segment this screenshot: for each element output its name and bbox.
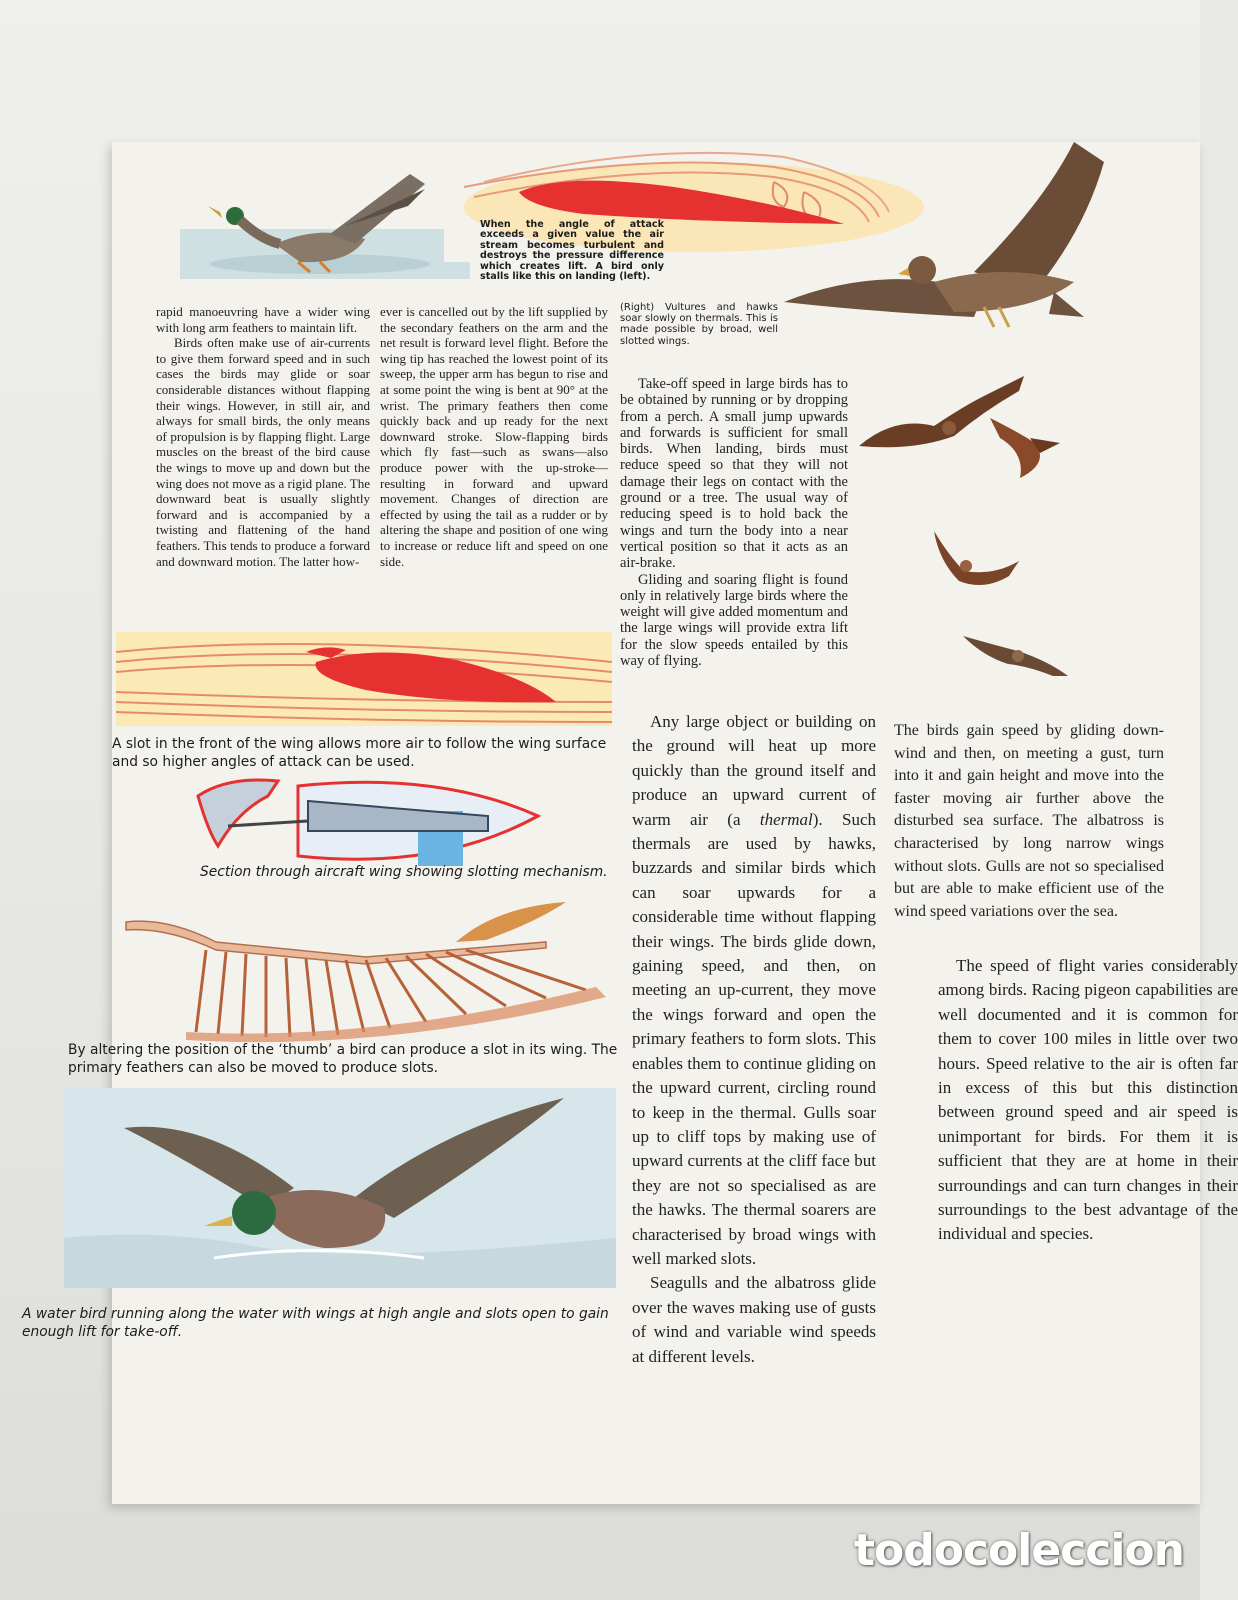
watermark-logo: todocoleccion: [853, 1525, 1184, 1576]
paragraph: Birds often make use of air-currents to give them forward speed and in such cases the birds may glide or soar considerable distances without flapping their wings. However, in still air, and always for small birds, the only means of propulsion is by flapping flight. Large muscles on the breast of the bird cause the wings to move up and down but the wing does not move as a rigid plane. The downward beat is usually slightly forward and is accompanied by a twisting and flattening of the hand feathers. This tends to produce a forward and downward motion. The latter how-: [156, 335, 370, 569]
slot-caption: A slot in the front of the wing allows more air to follow the wing surface and so higher angles of attack can be used.: [112, 736, 607, 770]
thumb-caption: By altering the position of the ‘thumb’ a bird can produce a slot in its wing. The primary feathers can also be moved to produce slots.: [68, 1042, 618, 1076]
small-hawk-3: [924, 526, 1034, 596]
text-column-1: [156, 304, 370, 569]
water-bird-takeoff-illustration: [64, 1088, 616, 1288]
paragraph: ever is cancelled out by the lift supplied by the secondary feathers on the arm and the net result is forward level flight. Before the wing tip has reached the lowest point of its sweep, the upper arm has begun to rise and at some point the wing is bent at 90° at the wrist. The primary feathers then come quickly back and up ready for the next downward stroke. Slow-flapping birds which fly fast—such as swans—also produce power with the up-stroke—resulting in forward and upward movement. Changes of direction are effected by using the tail as a rudder or by altering the shape and position of one wing to increase or reduce lift and speed on one side.: [380, 304, 608, 569]
wing-slot-airflow-diagram: [116, 632, 612, 726]
water-bird-caption: A water bird running along the water with wings at high angle and slots open to gain enough lift for take-off.: [22, 1306, 609, 1340]
mallard-landing-illustration: [180, 154, 470, 279]
small-hawk-2: [980, 408, 1070, 488]
small-hawk-4: [958, 626, 1078, 686]
book-page: [22, 142, 1238, 1504]
vultures-caption: (Right) Vultures and hawks soar slowly on thermals. This is made possible by broad, well slotted wings.: [620, 302, 778, 347]
paragraph: Seagulls and the albatross glide over the waves making use of gusts of wind and variable wind speeds at different levels.: [632, 1273, 876, 1366]
stall-caption: When the angle of attack exceeds a given value the air stream becomes turbulent and destroys the pressure difference which creates lift. A bird only stalls like this on landing (left).: [480, 219, 664, 283]
paragraph: Gliding and soaring flight is found only in relatively large birds where the weight will give added momentum and the large wings will provide extra lift for the slow speeds entailed by this way of flying.: [620, 571, 848, 670]
paragraph: Take-off speed in large birds has to be obtained by running or by dropping from a perch. A small jump upwards and forwards is sufficient for small birds. When landing, birds must reduce speed so that they will not damage their legs on contact with the ground or a tree. The usual way of reducing speed is to hold back the wings and turn the body into a near vertical position so that it acts as an air-brake.: [620, 376, 848, 572]
paragraph: The speed of flight varies considerably among birds. Racing pigeon capabilities are well documented and it is common for them to cover 100 miles in little over two hours. Speed relative to the air is often far in excess of this but this distinction between ground speed and air speed is unimportant for birds. For them it is sufficient that they are at home in their surroundings and can turn changes in their surroundings to the best advantage of the individual and species.: [938, 956, 1238, 1244]
aircraft-wing-section-diagram: [188, 776, 548, 876]
gulls-caption: The birds gain speed by gliding down-wind and then, on meeting a gust, turn into it and gain height and move into the faster moving air further above the disturbed sea surface. The albatross is characterised by long narrow wings without slots. Gulls are not so specialised but are able to make efficient use of the wind speed variations over the sea.: [894, 722, 1164, 920]
paragraph: rapid manoeuvring have a wider wing with long arm feathers to maintain lift.: [156, 304, 370, 335]
soaring-hawk-illustration: [784, 142, 1194, 402]
text-column-3-top: [620, 376, 848, 669]
text-column-3-bottom: [632, 710, 876, 1369]
text-column-4: [938, 954, 1238, 1247]
bird-wing-skeleton-diagram: [126, 902, 616, 1042]
aircraft-section-caption: Section through aircraft wing showing slotting mechanism.: [200, 864, 608, 880]
text-column-2: [380, 304, 608, 569]
paragraph: Any large object or building on the ground will heat up more quickly than the ground itself and produce an upward current of warm air (a thermal). Such thermals are used by hawks, buzzards and similar birds which can soar upwards for a considerable time without flapping their wings. The birds glide down, gaining speed, and then, on meeting an up-current, they move the wings forward and open the primary feathers to form slots. This enables them to continue gliding on the upward current, circling round to keep in the thermal. Gulls soar up to cliff tops by making use of upward currents at the cliff face but they are not so specialised as are the hawks. The thermal soarers are characterised by broad wings with well marked slots.: [632, 712, 876, 1268]
